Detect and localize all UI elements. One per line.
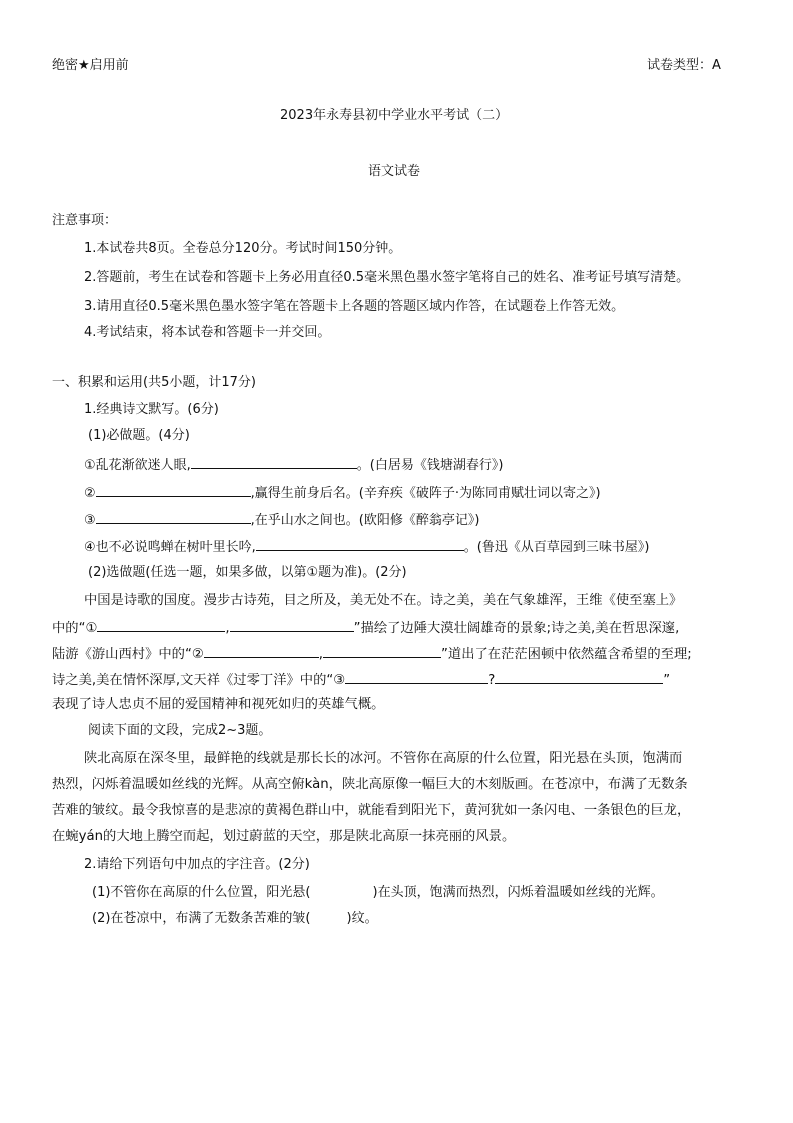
sentence-text: )纹。 (346, 911, 378, 926)
reading-passage-line: 在蜿yán的大地上腾空而起，划过蔚蓝的天空，那是陕北高原一抹亮丽的风景。 (52, 829, 516, 844)
exam-title: 2023年永寿县初中学业水平考试（二） (280, 108, 509, 123)
answer-blank[interactable] (191, 455, 357, 469)
recite-line-3-source: ,在乎山水之间也。(欧阳修《醉翁亭记》) (250, 513, 480, 528)
paragraph-text: , (318, 647, 324, 662)
question-1-part-1: (1)必做题。(4分) (88, 428, 190, 443)
exam-subtitle: 语文试卷 (368, 164, 421, 179)
notice-item: 2.答题前，考生在试卷和答题卡上务必用直径0.5毫米黑色墨水签字笔将自己的姓名、准考证号填写清楚。 (84, 270, 690, 285)
paragraph-text: 中的“① (52, 621, 98, 636)
question-1-part-2: (2)选做题(任选一题，如果多做，以第①题为准)。(2分) (88, 565, 407, 580)
paper-type-label: 试卷类型：A (647, 58, 721, 73)
paragraph-text: 陆游《游山西村》中的“② (52, 647, 204, 662)
answer-blank[interactable] (230, 618, 354, 632)
paragraph-text: ? (488, 673, 496, 688)
sentence-text: )在头顶，饱满而热烈，闪烁着温暖如丝线的光辉。 (372, 885, 664, 900)
paragraph-text: 诗之美,美在情怀深厚,文天祥《过零丁洋》中的“③ (52, 673, 346, 688)
notice-heading: 注意事项： (52, 213, 118, 228)
answer-blank[interactable] (323, 644, 441, 658)
recite-line-1 (84, 455, 503, 475)
poetry-paragraph-line (52, 618, 679, 638)
recite-line-3-prompt: ③ (84, 513, 96, 528)
recite-line-4-source: 。(鲁迅《从百草园到三味书屋》) (463, 540, 650, 555)
sentence-text: (1)不管你在高原的什么位置，阳光悬( (92, 885, 311, 900)
paragraph-text: ”描绘了边陲大漠壮阔雄奇的景象;诗之美,美在哲思深邃, (353, 621, 680, 636)
recite-line-1-source: 。(白居易《钱塘湖春行》) (356, 458, 504, 473)
recite-line-2-source: ,赢得生前身后名。(辛弃疾《破阵子·为陈同甫赋壮词以寄之》) (250, 486, 601, 501)
answer-blank[interactable] (256, 537, 464, 551)
secret-label: 绝密★启用前 (52, 58, 129, 73)
paragraph-text: ”道出了在茫茫困顿中依然蕴含希望的至理; (441, 647, 692, 662)
recite-line-4-prompt: ④也不必说鸣蝉在树叶里长吟, (84, 540, 256, 555)
question-2-sentence-2 (92, 910, 378, 928)
poetry-paragraph-line (52, 644, 692, 664)
answer-blank[interactable] (495, 670, 663, 684)
answer-blank[interactable] (204, 644, 319, 658)
answer-blank[interactable] (96, 483, 251, 497)
notice-item: 1.本试卷共8页。全卷总分120分。考试时间150分钟。 (84, 241, 402, 256)
answer-blank[interactable] (97, 618, 225, 632)
recite-line-2-prompt: ② (84, 486, 96, 501)
notice-item: 3.请用直径0.5毫米黑色墨水签字笔在答题卡上各题的答题区域内作答，在试题卷上作答无效。 (84, 299, 625, 314)
notice-item: 4.考试结束，将本试卷和答题卡一并交回。 (84, 325, 331, 340)
section-heading: 一、积累和运用(共5小题，计17分) (52, 375, 256, 390)
answer-blank[interactable] (345, 670, 488, 684)
question-1-title: 1.经典诗文默写。(6分) (84, 402, 219, 417)
reading-passage-line: 陕北高原在深冬里，最鲜艳的线就是那长长的冰河。不管你在高原的什么位置，阳光悬在头顶，饱满而 (84, 751, 683, 766)
paragraph-text: , (225, 621, 230, 636)
reading-intro: 阅读下面的文段，完成2~3题。 (88, 723, 272, 738)
reading-passage-line: 苦难的皱纹。最令我惊喜的是悲凉的黄褐色群山中，就能看到阳光下，黄河犹如一条闪电、一条银色的巨龙， (52, 803, 691, 818)
poetry-paragraph-line: 表现了诗人忠贞不屈的爱国精神和视死如归的英雄气概。 (52, 697, 385, 712)
recite-line-1-prompt: ①乱花渐欲迷人眼, (84, 458, 191, 473)
recite-line-2 (84, 483, 601, 503)
recite-line-3 (84, 510, 479, 530)
poetry-paragraph-line (52, 670, 670, 690)
poetry-paragraph-line: 中国是诗歌的国度。漫步古诗苑，目之所及，美无处不在。诗之美，美在气象雄浑，王维《使至塞上》 (84, 593, 683, 608)
question-2-sentence-1 (92, 884, 664, 902)
sentence-text: (2)在苍凉中，布满了无数条苦难的皱( (92, 911, 311, 926)
question-2-title: 2.请给下列语句中加点的字注音。(2分) (84, 857, 310, 872)
paragraph-text: ” (663, 673, 671, 688)
reading-passage-line: 热烈，闪烁着温暖如丝线的光辉。从高空俯kàn，陕北高原像一幅巨大的木刻版画。在苍凉中，布满了无数条 (52, 777, 688, 792)
recite-line-4 (84, 537, 649, 557)
answer-blank[interactable] (96, 510, 251, 524)
